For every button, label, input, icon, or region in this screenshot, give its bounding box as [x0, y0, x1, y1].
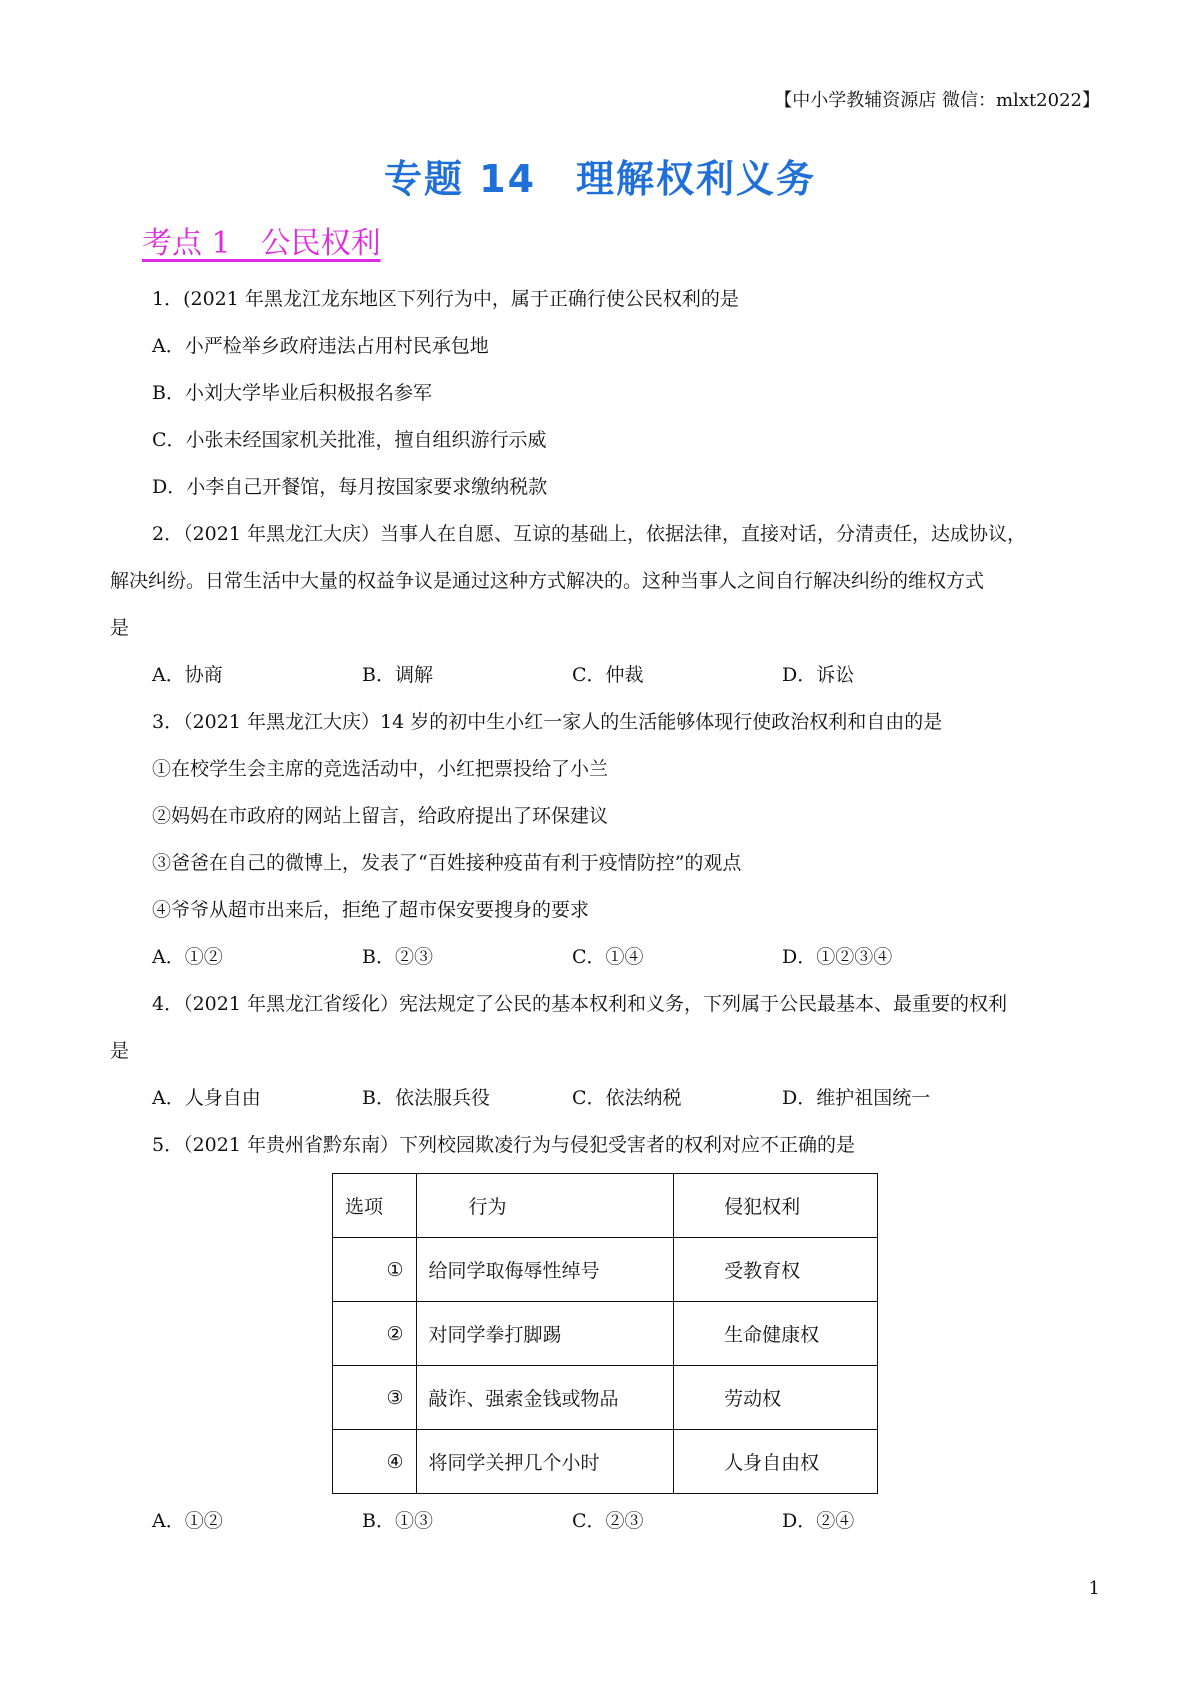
question-3-item-4: ④爷爷从超市出来后，拒绝了超市保安要搜身的要求 — [152, 899, 590, 921]
question-2-option-b: B．调解 — [362, 664, 433, 686]
question-2-stem-line-1: 2．（2021 年黑龙江大庆）当事人在自愿、互谅的基础上，依据法律，直接对话，分清责任，达成协议， — [152, 523, 1026, 545]
question-3-option-a: A．①② — [152, 946, 223, 968]
question-3-item-2: ②妈妈在市政府的网站上留言，给政府提出了环保建议 — [152, 805, 609, 827]
question-3-item-3: ③爸爸在自己的微博上，发表了“百姓接种疫苗有利于疫情防控”的观点 — [152, 852, 742, 874]
question-3-options — [110, 934, 1100, 981]
table-header-row — [333, 1174, 878, 1238]
table-cell: ③ — [333, 1366, 417, 1430]
table-row — [333, 1430, 878, 1494]
page-number: 1 — [1088, 1578, 1100, 1599]
table-cell: 生命健康权 — [674, 1302, 878, 1366]
question-4-option-a: A．人身自由 — [152, 1087, 261, 1109]
question-3-item-1: ①在校学生会主席的竞选活动中，小红把票投给了小兰 — [152, 758, 609, 780]
table-header-cell: 行为 — [416, 1174, 674, 1238]
question-4-options — [110, 1075, 1100, 1122]
question-4-stem-line-1: 4．（2021 年黑龙江省绥化）宪法规定了公民的基本权利和义务，下列属于公民最基本、最重要的权利 — [152, 993, 1007, 1015]
question-1-option-c: C．小张未经国家机关批准，擅自组织游行示威 — [152, 429, 547, 451]
header-note: 【中小学教辅资源店 微信：mlxt2022】 — [774, 90, 1100, 111]
table-row — [333, 1302, 878, 1366]
question-5-options — [110, 1498, 1100, 1545]
table-cell: 将同学关押几个小时 — [416, 1430, 674, 1494]
question-2-option-d: D．诉讼 — [782, 664, 855, 686]
question-4-stem-line-2: 是 — [110, 1040, 130, 1062]
question-5-option-a: A．①② — [152, 1510, 223, 1532]
table-cell: 给同学取侮辱性绰号 — [416, 1238, 674, 1302]
section-title: 考点 1 公民权利 — [142, 226, 381, 261]
question-3-option-d: D．①②③④ — [782, 946, 893, 968]
question-2-option-a: A．协商 — [152, 664, 223, 686]
table-cell: ① — [333, 1238, 417, 1302]
question-2-option-c: C．仲裁 — [572, 664, 644, 686]
question-1-stem: 1．(2021 年黑龙江龙东地区下列行为中，属于正确行使公民权利的是 — [152, 288, 739, 310]
question-1-option-d: D．小李自己开餐馆，每月按国家要求缴纳税款 — [152, 476, 548, 498]
table-row — [333, 1366, 878, 1430]
table-row — [333, 1238, 878, 1302]
question-4-option-b: B．依法服兵役 — [362, 1087, 490, 1109]
question-3-stem: 3．（2021 年黑龙江大庆）14 岁的初中生小红一家人的生活能够体现行使政治权利和自由的是 — [152, 711, 943, 733]
table-cell: 受教育权 — [674, 1238, 878, 1302]
question-5-option-d: D．②④ — [782, 1510, 855, 1532]
question-list — [110, 276, 1100, 1545]
question-5-option-b: B．①③ — [362, 1510, 433, 1532]
question-2-stem-line-2: 解决纠纷。日常生活中大量的权益争议是通过这种方式解决的。这种当事人之间自行解决纠纷的维权方式 — [110, 570, 985, 592]
table-cell: 劳动权 — [674, 1366, 878, 1430]
table-cell: ④ — [333, 1430, 417, 1494]
table-cell: ② — [333, 1302, 417, 1366]
table-cell: 对同学拳打脚踢 — [416, 1302, 674, 1366]
question-1-option-b: B．小刘大学毕业后积极报名参军 — [152, 382, 432, 404]
question-4-option-d: D．维护祖国统一 — [782, 1087, 931, 1109]
question-2-options — [110, 652, 1100, 699]
question-3-option-b: B．②③ — [362, 946, 433, 968]
question-4-option-c: C．依法纳税 — [572, 1087, 682, 1109]
question-5-table-wrap — [110, 1169, 1100, 1498]
question-5-option-c: C．②③ — [572, 1510, 644, 1532]
table-header-cell: 选项 — [333, 1174, 417, 1238]
table-cell: 人身自由权 — [674, 1430, 878, 1494]
page-title: 专题 14 理解权利义务 — [383, 157, 817, 201]
question-1-option-a: A．小严检举乡政府违法占用村民承包地 — [152, 335, 489, 357]
question-5-table — [332, 1173, 878, 1494]
question-2-stem-line-3: 是 — [110, 617, 130, 639]
table-header-cell: 侵犯权利 — [674, 1174, 878, 1238]
question-5-stem: 5．（2021 年贵州省黔东南）下列校园欺凌行为与侵犯受害者的权利对应不正确的是 — [152, 1134, 855, 1156]
table-cell: 敲诈、强索金钱或物品 — [416, 1366, 674, 1430]
question-3-option-c: C．①④ — [572, 946, 644, 968]
